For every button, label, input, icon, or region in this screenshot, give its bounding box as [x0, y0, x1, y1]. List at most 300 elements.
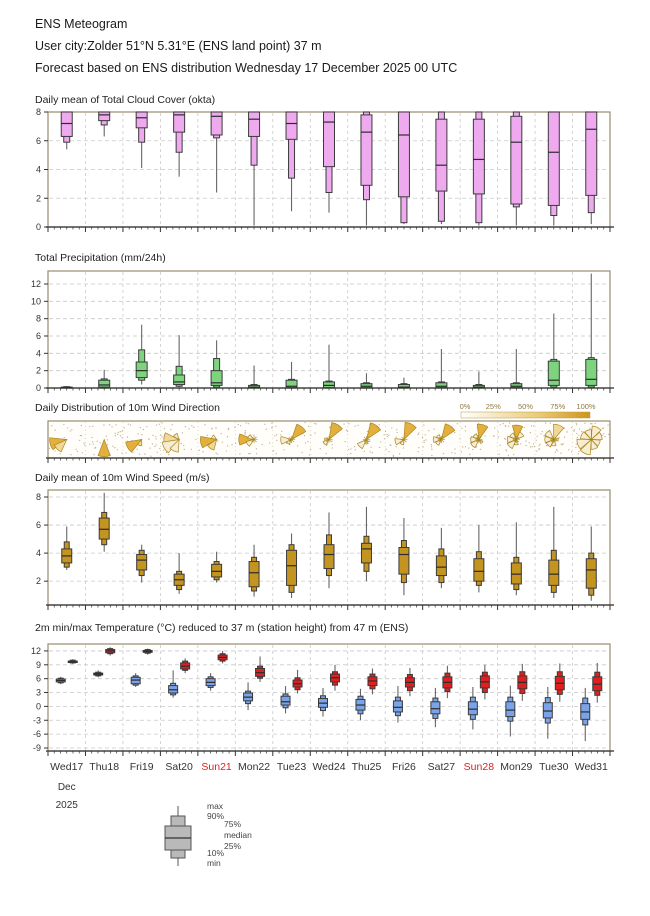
y-tick-label: 10	[30, 296, 41, 307]
stipple-dot	[393, 456, 394, 457]
stipple-dot	[385, 431, 386, 432]
box-day-4	[174, 335, 185, 388]
stipple-dot	[546, 445, 547, 446]
stipple-dot	[307, 441, 308, 442]
box-day-13	[511, 349, 522, 388]
stipple-dot	[423, 424, 424, 425]
temp-min-day-5	[206, 673, 215, 691]
stipple-dot	[480, 449, 481, 450]
stipple-dot	[369, 451, 370, 452]
stipple-dot	[75, 449, 76, 450]
stipple-dot	[310, 449, 311, 450]
y-tick-label: 8	[35, 492, 41, 503]
box-25-75	[586, 112, 597, 195]
y-tick-label: 9	[35, 659, 41, 670]
stipple-dot	[83, 443, 84, 444]
stipple-dot	[146, 426, 147, 427]
box-25-75	[436, 119, 447, 191]
stipple-dot	[59, 453, 60, 454]
stipple-dot	[276, 453, 277, 454]
legend-gradient-bar	[461, 412, 590, 418]
stipple-dot	[603, 428, 604, 429]
box-25-75	[431, 702, 440, 714]
box-25-75	[398, 112, 409, 197]
stipple-dot	[309, 454, 310, 455]
box-25-75	[99, 112, 110, 121]
box-day-7	[286, 112, 297, 211]
stipple-dot	[418, 432, 419, 433]
stipple-dot	[332, 447, 333, 448]
stipple-dot	[390, 444, 391, 445]
stipple-dot	[132, 452, 133, 453]
box-25-75	[393, 701, 402, 712]
temp-min-day-10	[393, 686, 402, 723]
stipple-dot	[70, 430, 71, 431]
stipple-dot	[604, 436, 605, 437]
stipple-dot	[329, 427, 330, 428]
stipple-dot	[51, 425, 52, 426]
stipple-dot	[211, 428, 212, 429]
boxplot-legend	[165, 801, 252, 868]
box-day-9	[361, 112, 372, 226]
y-tick-label: 0	[35, 222, 41, 232]
stipple-dot	[67, 427, 68, 428]
stipple-dot	[602, 428, 603, 429]
stipple-dot	[100, 442, 101, 443]
box-day-1	[62, 526, 72, 569]
stipple-dot	[163, 449, 164, 450]
box-day-13	[511, 112, 522, 226]
box-day-9	[361, 507, 371, 581]
stipple-dot	[49, 448, 50, 449]
stipple-dot	[248, 423, 249, 424]
stipple-dot	[106, 435, 107, 436]
box-day-10	[398, 112, 409, 224]
stipple-dot	[520, 443, 521, 444]
box-day-8	[324, 512, 334, 588]
stipple-dot	[188, 428, 189, 429]
temp-max-day-5	[218, 651, 227, 663]
stipple-dot	[54, 430, 55, 431]
stipple-dot	[170, 429, 171, 430]
box-25-75	[281, 696, 290, 705]
stipple-dot	[121, 452, 122, 453]
stipple-dot	[159, 448, 160, 449]
stipple-dot	[305, 442, 306, 443]
stipple-dot	[379, 447, 380, 448]
y-tick-label: -9	[32, 742, 41, 753]
stipple-dot	[92, 441, 93, 442]
stipple-dot	[128, 423, 129, 424]
stipple-dot	[161, 436, 162, 437]
stipple-dot	[276, 434, 277, 435]
stipple-dot	[115, 435, 116, 436]
box-day-5	[211, 340, 222, 388]
x-day-label: Thu25	[351, 761, 382, 773]
x-day-label: Mon22	[238, 761, 271, 773]
stipple-dot	[261, 444, 262, 445]
stipple-dot	[589, 427, 590, 428]
stipple-dot	[141, 434, 142, 435]
stipple-dot	[144, 453, 145, 454]
stipple-dot	[505, 438, 506, 439]
y-tick-label: 4	[35, 164, 41, 175]
stipple-dot	[525, 440, 526, 441]
stipple-dot	[584, 423, 585, 424]
stipple-dot	[539, 448, 540, 449]
stipple-dot	[355, 449, 356, 450]
temp-min-day-11	[431, 688, 440, 727]
legend-label: 90%	[207, 811, 225, 821]
box-day-6	[249, 545, 259, 597]
stipple-dot	[161, 422, 162, 423]
stipple-dot	[95, 447, 96, 448]
stipple-dot	[91, 437, 92, 438]
stipple-dot	[530, 432, 531, 433]
stipple-dot	[191, 425, 192, 426]
stipple-dot	[469, 454, 470, 455]
stipple-dot	[494, 427, 495, 428]
stipple-dot	[508, 425, 509, 426]
temp-min-day-12	[468, 687, 477, 730]
stipple-dot	[276, 440, 277, 441]
x-day-label: Fri19	[129, 761, 154, 773]
stipple-dot	[54, 450, 55, 451]
box-day-11	[436, 528, 446, 588]
stipple-dot	[386, 448, 387, 449]
stipple-dot	[571, 451, 572, 452]
stipple-dot	[327, 444, 328, 445]
temp-max-day-12	[480, 665, 489, 700]
stipple-dot	[525, 445, 526, 446]
stipple-dot	[320, 448, 321, 449]
stipple-dot	[156, 424, 157, 425]
stipple-dot	[560, 452, 561, 453]
stipple-dot	[155, 436, 156, 437]
stipple-dot	[92, 426, 93, 427]
wind-direction-legend	[460, 402, 596, 418]
stipple-dot	[388, 435, 389, 436]
stipple-dot	[274, 435, 275, 436]
legend-label: 10%	[207, 848, 225, 858]
box-25-75	[211, 112, 222, 135]
stipple-dot	[576, 423, 577, 424]
box-25-75	[586, 359, 597, 385]
x-year-label: 2025	[55, 800, 78, 811]
x-day-label: Wed31	[574, 761, 608, 773]
stipple-dot	[154, 446, 155, 447]
stipple-dot	[250, 453, 251, 454]
temp-min-day-7	[281, 686, 290, 713]
stipple-dot	[498, 436, 499, 437]
box-25-75	[287, 550, 297, 585]
stipple-dot	[239, 453, 240, 454]
legend-label: median	[224, 830, 252, 840]
stipple-dot	[357, 425, 358, 426]
legend-label: 25%	[224, 841, 242, 851]
header-location: User city:Zolder 51°N 5.31°E (ENS land point) 37 m	[35, 39, 322, 53]
x-day-label: Tue30	[539, 761, 569, 773]
stipple-dot	[228, 429, 229, 430]
stipple-dot	[431, 455, 432, 456]
stipple-dot	[543, 435, 544, 436]
box-25-75	[212, 564, 222, 577]
stipple-dot	[472, 449, 473, 450]
stipple-dot	[423, 440, 424, 441]
temp-max-day-9	[368, 668, 377, 694]
panel-precipitation	[31, 252, 614, 393]
y-tick-label: -3	[32, 715, 41, 726]
stipple-dot	[399, 453, 400, 454]
stipple-dot	[227, 436, 228, 437]
stipple-dot	[117, 434, 118, 435]
stipple-dot	[266, 429, 267, 430]
y-tick-label: -6	[32, 729, 41, 740]
stipple-dot	[391, 427, 392, 428]
stipple-dot	[314, 432, 315, 433]
stipple-dot	[228, 428, 229, 429]
stipple-dot	[509, 422, 510, 423]
stipple-dot	[227, 445, 228, 446]
box-25-75	[473, 119, 484, 194]
box-day-1	[61, 386, 72, 388]
stipple-dot	[380, 441, 381, 442]
box-day-14	[548, 313, 559, 388]
y-tick-label: 0	[35, 383, 41, 393]
box-25-75	[548, 112, 559, 205]
stipple-dot	[591, 423, 592, 424]
stipple-dot	[77, 451, 78, 452]
box-day-3	[136, 112, 147, 168]
stipple-dot	[417, 434, 418, 435]
stipple-dot	[345, 441, 346, 442]
stipple-dot	[369, 441, 370, 442]
stipple-dot	[354, 446, 355, 447]
stipple-dot	[393, 455, 394, 456]
panel-temperature	[31, 622, 614, 811]
stipple-dot	[103, 424, 104, 425]
stipple-dot	[418, 447, 419, 448]
panel-title: 2m min/max Temperature (°C) reduced to 37 m (station height) from 47 m (ENS)	[35, 622, 409, 634]
stipple-dot	[503, 423, 504, 424]
temp-min-day-14	[543, 687, 552, 739]
stipple-dot	[172, 424, 173, 425]
x-day-label: Fri26	[391, 761, 416, 773]
temp-min-day-1	[56, 677, 65, 684]
stipple-dot	[465, 430, 466, 431]
box-25-75	[511, 384, 522, 388]
stipple-dot	[160, 435, 161, 436]
stipple-dot	[379, 424, 380, 425]
stipple-dot	[204, 424, 205, 425]
box-day-13	[511, 522, 521, 595]
stipple-dot	[127, 436, 128, 437]
y-tick-label: 3	[35, 687, 41, 698]
stipple-dot	[143, 429, 144, 430]
stipple-dot	[348, 423, 349, 424]
box-day-11	[436, 112, 447, 224]
stipple-dot	[253, 434, 254, 435]
temp-min-day-8	[319, 688, 328, 717]
legend-pct-label: 75%	[550, 402, 566, 411]
box-25-75	[324, 382, 335, 388]
stipple-dot	[89, 426, 90, 427]
panel-frame	[48, 644, 610, 751]
stipple-dot	[564, 436, 565, 437]
stipple-dot	[383, 434, 384, 435]
stipple-dot	[576, 443, 577, 444]
temp-max-day-6	[256, 656, 265, 681]
temp-max-day-8	[331, 665, 340, 691]
stipple-dot	[424, 442, 425, 443]
legend-label: max	[207, 801, 224, 811]
box-day-1	[61, 112, 72, 149]
box-25-75	[174, 375, 185, 385]
stipple-dot	[386, 434, 387, 435]
stipple-dot	[89, 444, 90, 445]
temp-min-day-9	[356, 689, 365, 720]
stipple-dot	[166, 452, 167, 453]
stipple-dot	[150, 447, 151, 448]
box-day-6	[249, 112, 260, 226]
stipple-dot	[245, 430, 246, 431]
stipple-dot	[577, 437, 578, 438]
y-tick-label: 12	[30, 645, 41, 656]
stipple-dot	[571, 427, 572, 428]
stipple-dot	[81, 425, 82, 426]
box-25-75	[361, 384, 372, 388]
stipple-dot	[71, 429, 72, 430]
box-25-75	[511, 116, 522, 204]
box-day-7	[287, 533, 297, 598]
box-day-8	[324, 345, 335, 388]
stipple-dot	[112, 445, 113, 446]
x-day-label: Sun28	[463, 761, 495, 773]
stipple-dot	[575, 447, 576, 448]
box-25-75	[548, 361, 559, 385]
legend-pct-label: 100%	[576, 402, 596, 411]
panel-title: Daily Distribution of 10m Wind Direction	[35, 402, 220, 414]
stipple-dot	[97, 441, 98, 442]
stipple-dot	[226, 450, 227, 451]
stipple-dot	[500, 424, 501, 425]
stipple-dot	[348, 449, 349, 450]
stipple-dot	[245, 422, 246, 423]
stipple-dot	[281, 431, 282, 432]
stipple-dot	[140, 427, 141, 428]
stipple-dot	[137, 433, 138, 434]
stipple-dot	[256, 453, 257, 454]
box-day-3	[137, 545, 147, 583]
stipple-dot	[346, 429, 347, 430]
stipple-dot	[524, 427, 525, 428]
stipple-dot	[240, 425, 241, 426]
panel-title: Total Precipitation (mm/24h)	[35, 252, 166, 264]
stipple-dot	[367, 431, 368, 432]
stipple-dot	[168, 454, 169, 455]
stipple-dot	[222, 442, 223, 443]
box-25-75	[249, 112, 260, 136]
box-day-14	[549, 507, 559, 598]
stipple-dot	[191, 449, 192, 450]
box-day-5	[212, 552, 222, 583]
x-day-label: Tue23	[276, 761, 307, 773]
stipple-dot	[195, 439, 196, 440]
stipple-dot	[271, 427, 272, 428]
stipple-dot	[120, 431, 121, 432]
stipple-dot	[183, 445, 184, 446]
stipple-dot	[364, 451, 365, 452]
stipple-dot	[578, 451, 579, 452]
stipple-dot	[536, 451, 537, 452]
stipple-dot	[150, 455, 151, 456]
box-25-75	[324, 545, 334, 569]
stipple-dot	[124, 427, 125, 428]
stipple-dot	[578, 434, 579, 435]
stipple-dot	[493, 435, 494, 436]
legend-label: 75%	[224, 819, 242, 829]
stipple-dot	[608, 434, 609, 435]
temp-max-day-11	[443, 666, 452, 698]
temp-max-day-15	[593, 663, 602, 703]
temp-min-day-13	[506, 686, 515, 737]
stipple-dot	[417, 451, 418, 452]
box-25-75	[506, 702, 515, 717]
stipple-dot	[562, 444, 563, 445]
box-25-75	[543, 703, 552, 718]
stipple-dot	[220, 433, 221, 434]
stipple-dot	[115, 433, 116, 434]
box-25-75	[549, 560, 559, 585]
stipple-dot	[530, 446, 531, 447]
box-day-11	[436, 349, 447, 388]
stipple-dot	[576, 424, 577, 425]
stipple-dot	[536, 440, 537, 441]
stipple-dot	[184, 449, 185, 450]
temp-max-day-1	[68, 659, 77, 664]
box-day-15	[586, 274, 597, 388]
stipple-dot	[215, 427, 216, 428]
stipple-dot	[603, 433, 604, 434]
box-day-12	[474, 525, 484, 592]
panel-title: Daily mean of Total Cloud Cover (okta)	[35, 94, 216, 106]
box-25-75	[137, 555, 147, 570]
stipple-dot	[505, 425, 506, 426]
temp-max-day-2	[106, 647, 115, 655]
box-day-15	[586, 526, 596, 600]
panel-title: Daily mean of 10m Wind Speed (m/s)	[35, 472, 210, 484]
stipple-dot	[579, 428, 580, 429]
stipple-dot	[82, 452, 83, 453]
y-tick-label: 6	[35, 135, 41, 146]
stipple-dot	[533, 425, 534, 426]
temp-max-day-4	[181, 658, 190, 673]
stipple-dot	[397, 432, 398, 433]
box-25-75	[136, 362, 147, 378]
box-day-2	[99, 112, 110, 136]
x-day-label: Wed24	[312, 761, 346, 773]
x-day-label: Sat27	[427, 761, 456, 773]
stipple-dot	[182, 432, 183, 433]
y-tick-label: 8	[35, 313, 41, 324]
stipple-dot	[396, 429, 397, 430]
stipple-dot	[193, 427, 194, 428]
box-day-10	[399, 518, 409, 595]
stipple-dot	[428, 430, 429, 431]
temp-min-day-3	[131, 673, 140, 687]
stipple-dot	[304, 422, 305, 423]
stipple-dot	[461, 428, 462, 429]
